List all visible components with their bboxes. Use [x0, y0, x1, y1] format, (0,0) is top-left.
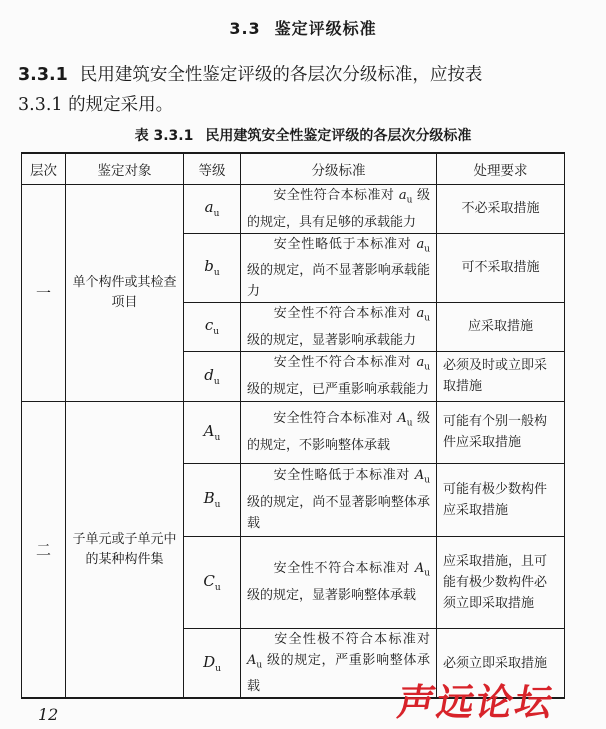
requirement-cell: 必须及时或立即采取措施 [437, 351, 565, 401]
requirement-cell: 可不采取措施 [437, 233, 565, 303]
standard-cell [241, 351, 437, 401]
standard-grade: A [397, 411, 407, 427]
standard-text: 安全性略低于本标准对 [273, 468, 415, 484]
standard-text: 级的规定，尚不显著影响整体承载 [247, 495, 430, 532]
clause-text-line2: 3.3.1 的规定采用。 [18, 95, 174, 115]
section-heading [0, 16, 606, 39]
standard-text: 安全性符合本标准对 [273, 411, 398, 427]
grade-subscript: u [213, 327, 220, 338]
clause-number: 3.3.1 [18, 65, 68, 85]
object-cell: 子单元或子单元中的某种构件集 [66, 401, 184, 698]
header-layer: 层次 [22, 153, 66, 185]
grade-letter: D [203, 652, 216, 671]
standard-grade: A [414, 561, 425, 577]
standard-text: 安全性符合本标准对 [273, 188, 399, 203]
grade-subscript: u [213, 209, 220, 220]
standard-grade-sub: u [406, 419, 413, 430]
standard-grade: a [398, 188, 407, 203]
standard-text: 安全性极不符合本标准对 [273, 631, 430, 647]
table-number: 表 3.3.1 [134, 128, 194, 144]
standard-text: 级的规定，不影响整体承载 [247, 411, 430, 454]
standard-text: 级的规定，尚不显著影响承载能力 [247, 263, 430, 300]
table-row [22, 185, 565, 234]
standard-text: 安全性不符合本标准对 [273, 355, 417, 371]
standard-text: 安全性略低于本标准对 [273, 236, 417, 252]
grade-cell [184, 351, 241, 401]
section-number: 3.3 [229, 19, 261, 38]
grade-subscript: u [214, 432, 221, 443]
standard-grade-sub: u [424, 569, 430, 580]
standard-grade: A [247, 652, 257, 668]
grade-letter: B [203, 489, 215, 508]
object-cell: 单个构件或其检查项目 [66, 185, 184, 402]
table-row [22, 401, 565, 463]
standard-cell [241, 401, 437, 463]
grade-subscript: u [214, 582, 221, 593]
grade-subscript: u [213, 268, 220, 279]
requirement-cell: 应采取措施，且可能有极少数构件必须立即采取措施 [437, 536, 565, 628]
standard-text: 安全性不符合本标准对 [273, 561, 415, 577]
grade-letter: a [204, 198, 214, 217]
standard-text: 级的规定，显著影响整体承载 [247, 588, 417, 604]
grade-subscript: u [214, 500, 221, 511]
grade-cell [184, 628, 241, 698]
standard-text: 级的规定，严重影响整体承载 [247, 652, 430, 695]
header-object: 鉴定对象 [66, 153, 184, 185]
standard-grade-sub: u [424, 476, 430, 487]
table-caption [0, 125, 606, 145]
standard-grade-sub: u [424, 363, 430, 374]
grade-cell [184, 536, 241, 628]
standard-grade: a [416, 355, 425, 371]
table-header-row [22, 153, 565, 185]
requirement-cell: 应采取措施 [437, 303, 565, 352]
layer-cell: 一 [22, 185, 66, 402]
standard-text: 安全性不符合本标准对 [273, 306, 417, 322]
clause-paragraph [18, 60, 590, 120]
table-title: 民用建筑安全性鉴定评级的各层次分级标准 [205, 128, 472, 144]
page-number: 12 [38, 705, 59, 724]
grade-letter: b [204, 257, 214, 276]
header-grade: 等级 [184, 153, 241, 185]
grade-letter: c [204, 316, 214, 335]
standard-grade-sub: u [424, 313, 430, 324]
standard-grade: A [414, 468, 425, 484]
grade-letter: d [204, 365, 214, 384]
section-title: 鉴定评级标准 [274, 19, 377, 38]
standard-grade: a [416, 236, 425, 252]
grade-cell [184, 233, 241, 303]
standard-text: 级的规定，显著影响承载能力 [247, 332, 417, 348]
standard-cell [241, 536, 437, 628]
standard-grade-sub: u [424, 244, 430, 255]
grade-cell [184, 463, 241, 536]
grade-subscript: u [215, 663, 221, 674]
forum-watermark: 声远论坛 [394, 681, 558, 724]
standard-grade-sub: u [256, 660, 263, 671]
grade-subscript: u [213, 376, 220, 387]
grade-cell [184, 401, 241, 463]
standard-cell [241, 185, 437, 234]
standard-cell [241, 463, 437, 536]
header-standard: 分级标准 [241, 153, 437, 185]
standard-text: 级的规定，具有足够的承载能力 [247, 188, 430, 230]
requirement-cell: 不必采取措施 [437, 185, 565, 234]
grade-cell [184, 185, 241, 234]
standard-text: 级的规定，已严重影响承载能力 [247, 382, 430, 398]
standard-grade-sub: u [406, 195, 413, 206]
requirement-cell: 可能有极少数构件应采取措施 [437, 463, 565, 536]
standard-grade: a [416, 306, 425, 322]
standard-cell [241, 233, 437, 303]
clause-text-line1: 民用建筑安全性鉴定评级的各层次分级标准，应按表 [79, 65, 483, 85]
standard-cell [241, 303, 437, 352]
header-requirement: 处理要求 [437, 153, 565, 185]
grading-table [21, 152, 565, 699]
requirement-cell: 可能有个别一般构件应采取措施 [437, 401, 565, 463]
requirement-cell: 必须立即采取措施 [437, 628, 565, 698]
grade-letter: A [203, 421, 215, 440]
grade-cell [184, 303, 241, 352]
grade-letter: C [203, 571, 215, 590]
layer-cell: 二 [22, 401, 66, 698]
